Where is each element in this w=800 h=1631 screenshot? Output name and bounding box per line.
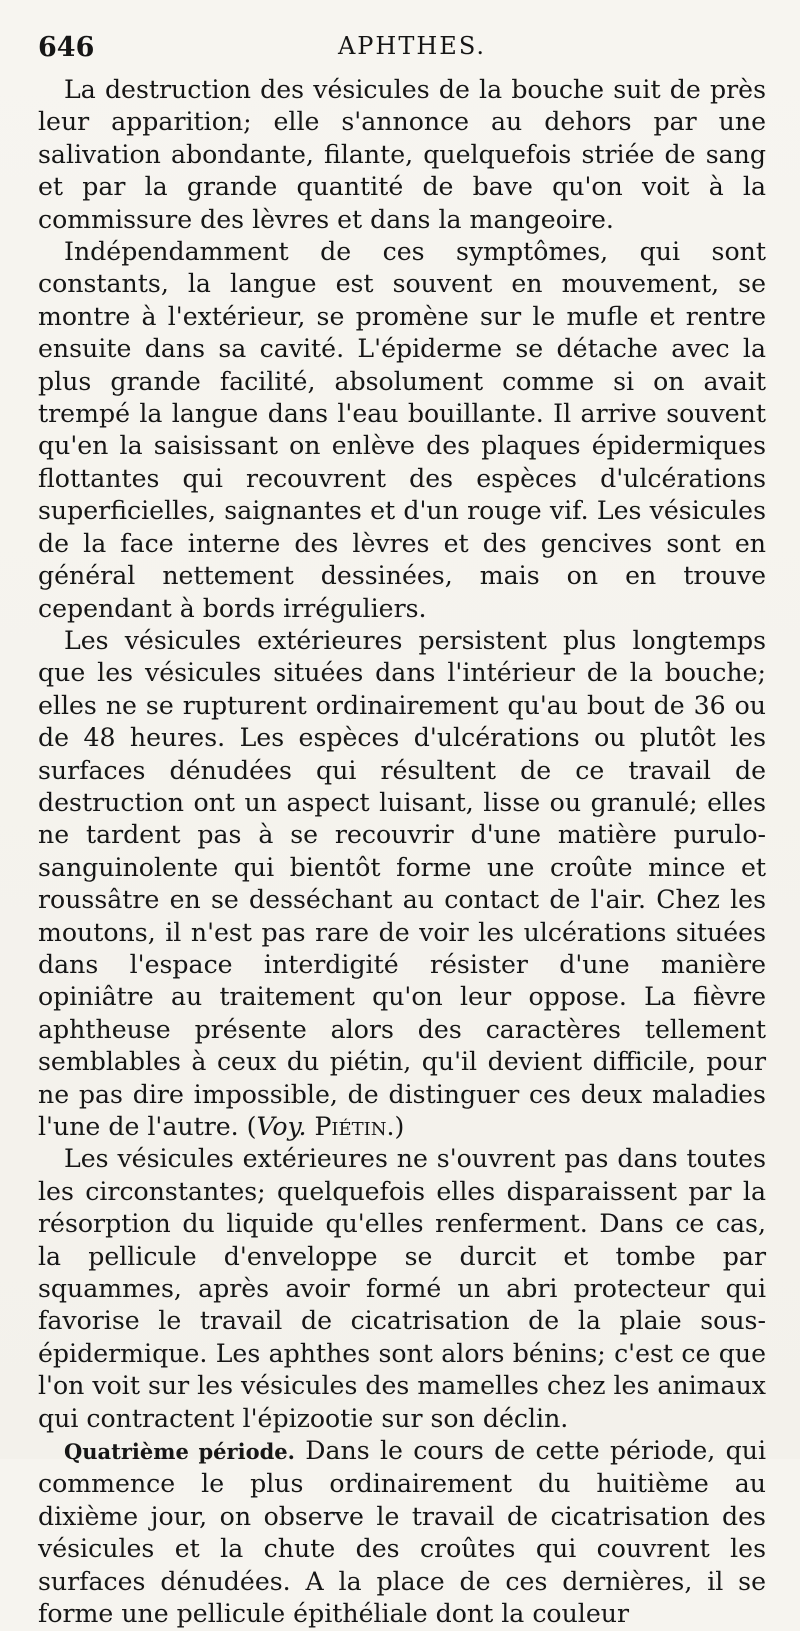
crossref-target: Piétin [314, 1112, 387, 1141]
paragraph-3 [38, 625, 766, 1144]
body-text [38, 74, 766, 1631]
paragraph-5-text: Dans le cours de cette période, qui commence le plus ordinairement du huitième au dixième jour, on observe le travail de cicatrisation des vésicules et la chute des croûtes qui couvrent les surfaces dénudées. A la place de ces dernières, il se forme une pellicule épithéliale dont la couleur [38, 1436, 766, 1629]
paragraph-2: Indépendamment de ces symptômes, qui sont constants, la langue est souvent en mouvement, se montre à l'extérieur, se promène sur le mufle et rentre ensuite dans sa cavité. L'épiderme se détache avec la plus grande facilité, absolument comme si on avait trempé la langue dans l'eau bouillante. Il arrive souvent qu'en la saisissant on enlève des plaques épidermiques flottantes qui recouvrent des espèces d'ulcérations superficielles, saignantes et d'un rouge vif. Les vésicules de la face interne des lèvres et des gencives sont en général nettement dessinées, mais on en trouve cependant à bords irréguliers. [38, 237, 766, 623]
crossref-voy: Voy. [256, 1112, 307, 1141]
crossref-close: .) [386, 1112, 405, 1141]
page-number: 646 [38, 32, 95, 63]
running-title: APHTHES. [337, 32, 487, 60]
paragraph-5 [38, 1435, 766, 1630]
paragraph-4: Les vésicules extérieures ne s'ouvrent pas dans toutes les circonstantes; quelquefois elles disparaissent par la résorption du liquide qu'elles renferment. Dans ce cas, la pellicule d'enveloppe se durcit et tombe par squammes, après avoir formé un abri protecteur qui favorise le travail de cicatrisation de la plaie sous-épidermique. Les aphthes sont alors bénins; c'est ce que l'on voit sur les vésicules des mamelles chez les animaux qui contractent l'épizootie sur son déclin. [38, 1144, 767, 1433]
paragraph-1: La destruction des vésicules de la bouche suit de près leur apparition; elle s'annonce au dehors par une salivation abondante, filante, quelquefois striée de sang et par la grande quantité de bave qu'on voit à la commissure des lèvres et dans la mangeoire. [38, 75, 766, 234]
paragraph-3-text: Les vésicules extérieures persistent plus longtemps que les vésicules situées dans l'intérieur de la bouche; elles ne se rupturent ordinairement qu'au bout de 36 ou de 48 heures. Les espèces d'ulcérations ou plutôt les surfaces dénudées qui résultent de ce travail de destruction ont un aspect luisant, lisse ou granulé; elles ne tardent pas à se recouvrir d'une matière purulo-sanguinolente qui bientôt forme une croûte mince et roussâtre en se desséchant au contact de l'air. Chez les moutons, il n'est pas rare de voir les ulcérations situées dans l'espace interdigité résister d'une manière opiniâtre au traitement qu'on leur oppose. La fièvre aphtheuse présente alors des caractères tellement semblables à ceux du piétin, qu'il devient difficile, pour ne pas dire impossible, de distinguer ces deux maladies l'une de l'autre. [38, 625, 766, 1141]
running-head [38, 26, 766, 74]
section-label: Quatrième période. [64, 1439, 295, 1465]
crossref-open: ( [238, 1112, 257, 1141]
